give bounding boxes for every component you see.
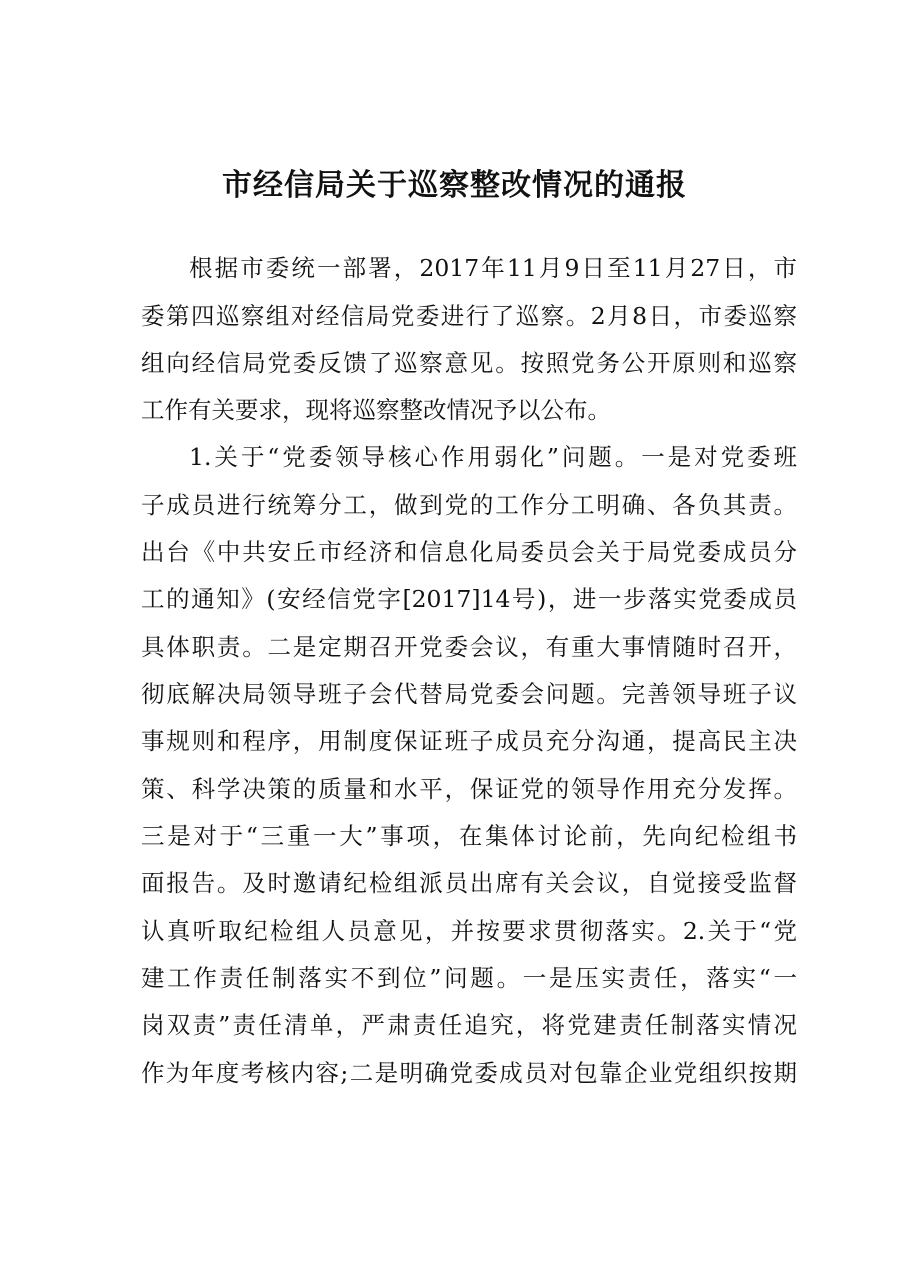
paragraph-line: 子成员进行统筹分工，做到党的工作分工明确、各负其责。 xyxy=(141,491,797,519)
paragraph-line: 组向经信局党委反馈了巡察意见。按照党务公开原则和巡察 xyxy=(141,349,797,377)
paragraph-line: 作为年度考核内容;二是明确党委成员对包靠企业党组织按期 xyxy=(141,1059,797,1087)
paragraph-line: 建工作责任制落实不到位”问题。一是压实责任，落实“一 xyxy=(141,964,797,992)
paragraph-line: 认真听取纪检组人员意见，并按要求贯彻落实。2.关于“党 xyxy=(141,917,797,945)
paragraph-line: 工的通知》(安经信党字[2017]14号)，进一步落实党委成员 xyxy=(141,585,797,613)
paragraph-line: 岗双责”责任清单，严肃责任追究，将党建责任制落实情况 xyxy=(141,1011,797,1039)
paragraph-line: 委第四巡察组对经信局党委进行了巡察。2月8日，市委巡察 xyxy=(141,302,797,330)
paragraph-line: 出台《中共安丘市经济和信息化局委员会关于局党委成员分 xyxy=(141,538,797,566)
paragraph-line: 事规则和程序，用制度保证班子成员充分沟通，提高民主决 xyxy=(141,727,797,755)
paragraph-line: 三是对于“三重一大”事项，在集体讨论前，先向纪检组书 xyxy=(141,822,797,850)
paragraph-line: 策、科学决策的质量和水平，保证党的领导作用充分发挥。 xyxy=(141,775,797,803)
paragraph-line: 1.关于“党委领导核心作用弱化”问题。一是对党委班 xyxy=(189,443,797,471)
paragraph-line: 面报告。及时邀请纪检组派员出席有关会议，自觉接受监督 xyxy=(141,869,797,897)
paragraph-line: 根据市委统一部署，2017年11月9日至11月27日，市 xyxy=(189,254,797,282)
paragraph-line: 具体职责。二是定期召开党委会议，有重大事情随时召开， xyxy=(141,633,797,661)
paragraph-line: 彻底解决局领导班子会代替局党委会问题。完善领导班子议 xyxy=(141,680,797,708)
document-title: 市经信局关于巡察整改情况的通报 xyxy=(222,168,687,203)
paragraph-line: 工作有关要求，现将巡察整改情况予以公布。 xyxy=(141,396,611,424)
